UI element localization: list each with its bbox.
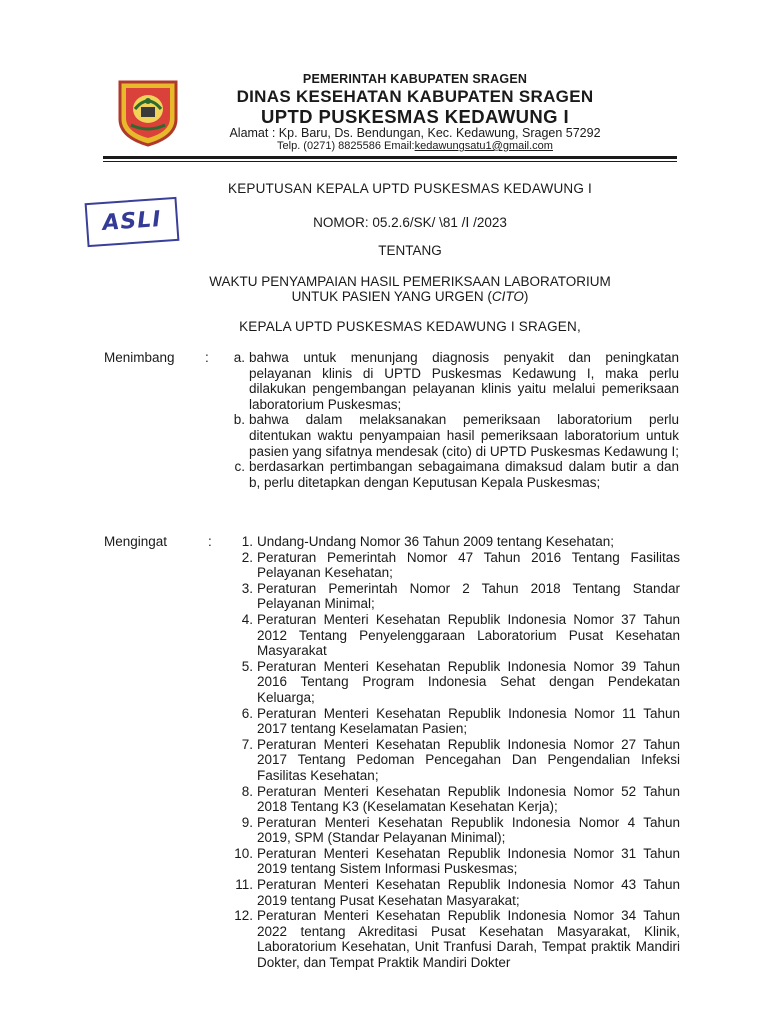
item-text: Peraturan Menteri Kesehatan Republik Indonesia Nomor 34 Tahun 2022 tentang Akreditasi Pusat Kesehatan Masyarakat, Klinik, Laboratorium Kesehatan, Unit Tranfusi Darah, Tempat praktik Mandiri Dokter, dan Tempat Praktik Mandiri Dokter xyxy=(257,908,680,971)
item-text: Peraturan Menteri Kesehatan Republik Indonesia Nomor 43 Tahun 2019 tentang Pusat Kesehatan Masyarakat; xyxy=(257,877,680,908)
item-text: Peraturan Menteri Kesehatan Republik Indonesia Nomor 11 Tahun 2017 tentang Keselamatan Pasien; xyxy=(257,705,680,737)
menimbang-list xyxy=(233,350,679,490)
mengingat-item xyxy=(241,658,680,706)
item-marker: 2. xyxy=(241,549,253,565)
letterhead-address: Alamat : Kp. Baru, Ds. Bendungan, Kec. Kedawung, Sragen 57292 xyxy=(229,126,601,140)
item-marker: b. xyxy=(233,412,245,428)
letterhead-government: PEMERINTAH KABUPATEN SRAGEN xyxy=(302,72,528,86)
decree-issuer: KEPALA UPTD PUSKESMAS KEDAWUNG I SRAGEN, xyxy=(239,319,581,334)
item-marker: c. xyxy=(234,459,245,475)
original-stamp: ASLI xyxy=(85,197,180,247)
mengingat-item xyxy=(241,549,680,581)
decree-number: NOMOR: 05.2.6/SK/ \81 /Ⅰ /2023 xyxy=(313,215,507,230)
item-marker: 4. xyxy=(241,611,253,627)
item-text: bahwa untuk menunjang diagnosis penyakit dan peningkatan pelayanan klinis di UPTD Puskesmas Kedawung I, maka perlu dilakukan pengembangan pelayanan klinis yaitu melalui pemeriksaan laboratorium Puskesmas; xyxy=(249,350,679,412)
letterhead-phone: Telp. (0271) 8825586 xyxy=(277,140,381,152)
item-text: berdasarkan pertimbangan sebagaimana dimaksud dalam butir a dan b, perlu ditetapkan dengan Keputusan Kepala Puskesmas; xyxy=(249,459,679,490)
item-text: Peraturan Pemerintah Nomor 2 Tahun 2018 Tentang Standar Pelayanan Minimal; xyxy=(257,580,680,612)
item-text: Peraturan Pemerintah Nomor 47 Tahun 2016 Tentang Fasilitas Pelayanan Kesehatan; xyxy=(257,549,680,581)
item-text: Peraturan Menteri Kesehatan Republik Indonesia Nomor 27 Tahun 2017 Tentang Pedoman Pencegahan Dan Pengendalian Infeksi Fasilitas Kesehatan; xyxy=(257,736,680,783)
menimbang-item xyxy=(233,350,679,412)
letterhead-email-label: Email: xyxy=(384,140,415,152)
letterhead-email[interactable]: kedawungsatu1@gmail.com xyxy=(414,140,553,152)
item-marker: 10. xyxy=(234,845,253,861)
subject-line2-post: ) xyxy=(523,289,529,304)
item-marker: 7. xyxy=(241,736,253,752)
item-marker: 1. xyxy=(241,534,253,549)
letterhead-divider-thin xyxy=(103,161,677,162)
letterhead-divider-thick xyxy=(103,156,677,159)
item-text: Peraturan Menteri Kesehatan Republik Indonesia Nomor 52 Tahun 2018 Tentang K3 (Keselamatan Kesehatan Kerja); xyxy=(257,783,680,815)
item-text: Peraturan Menteri Kesehatan Republik Indonesia Nomor 4 Tahun 2019, SPM (Standar Pelayanan Minimal); xyxy=(257,814,680,846)
item-text: Undang-Undang Nomor 36 Tahun 2009 tentang Kesehatan; xyxy=(257,534,615,549)
mengingat-item xyxy=(241,783,680,815)
item-marker: 8. xyxy=(241,783,253,799)
mengingat-item xyxy=(241,580,680,612)
letterhead-contact xyxy=(180,140,650,152)
item-text: bahwa dalam melaksanakan pemeriksaan laboratorium perlu ditentukan waktu penyampaian hasil pemeriksaan laboratorium untuk pasien yang sifatnya mendesak (cito) di UPTD Puskesmas Kedawung I; xyxy=(249,412,679,459)
decree-about: TENTANG xyxy=(378,243,442,258)
item-text: Peraturan Menteri Kesehatan Republik Indonesia Nomor 39 Tahun 2016 Tentang Program Indonesia Sehat dengan Pendekatan Keluarga; xyxy=(257,658,680,705)
mengingat-item xyxy=(241,705,680,737)
item-marker: a. xyxy=(233,350,245,365)
item-marker: 9. xyxy=(241,814,253,830)
decree-subject-line1: WAKTU PENYAMPAIAN HASIL PEMERIKSAAN LABORATORIUM xyxy=(209,274,611,289)
subject-line2-italic: CITO xyxy=(491,289,524,304)
mengingat-item xyxy=(241,736,680,784)
decree-subject-line2 xyxy=(120,289,700,304)
menimbang-colon: : xyxy=(205,350,209,365)
mengingat-label: Mengingat xyxy=(104,534,168,549)
subject-line2-pre: UNTUK PASIEN YANG URGEN ( xyxy=(291,289,492,304)
item-text: Peraturan Menteri Kesehatan Republik Indonesia Nomor 31 Tahun 2019 tentang Sistem Informasi Puskesmas; xyxy=(257,845,680,877)
letterhead-unit: UPTD PUSKESMAS KEDAWUNG I xyxy=(260,106,570,127)
mengingat-item xyxy=(241,611,680,659)
mengingat-item xyxy=(241,814,680,846)
mengingat-colon: : xyxy=(208,534,212,549)
mengingat-item xyxy=(241,534,680,550)
mengingat-item xyxy=(234,908,680,971)
menimbang-item xyxy=(234,459,679,490)
item-marker: 6. xyxy=(241,705,253,721)
decree-title: KEPUTUSAN KEPALA UPTD PUSKESMAS KEDAWUNG I xyxy=(228,181,592,196)
letterhead-department: DINAS KESEHATAN KABUPATEN SRAGEN xyxy=(236,87,594,106)
regency-emblem-icon xyxy=(117,79,179,147)
menimbang-label: Menimbang xyxy=(104,350,175,365)
mengingat-item xyxy=(235,877,680,908)
item-marker: 12. xyxy=(234,908,253,924)
item-text: Peraturan Menteri Kesehatan Republik Indonesia Nomor 37 Tahun 2012 Tentang Penyelenggaraan Laboratorium Pusat Kesehatan Masyarakat xyxy=(257,611,680,659)
mengingat-item xyxy=(234,845,680,877)
item-marker: 3. xyxy=(241,580,253,596)
mengingat-list xyxy=(234,534,680,971)
item-marker: 11. xyxy=(235,877,253,893)
item-marker: 5. xyxy=(241,658,253,674)
menimbang-item xyxy=(233,412,679,459)
